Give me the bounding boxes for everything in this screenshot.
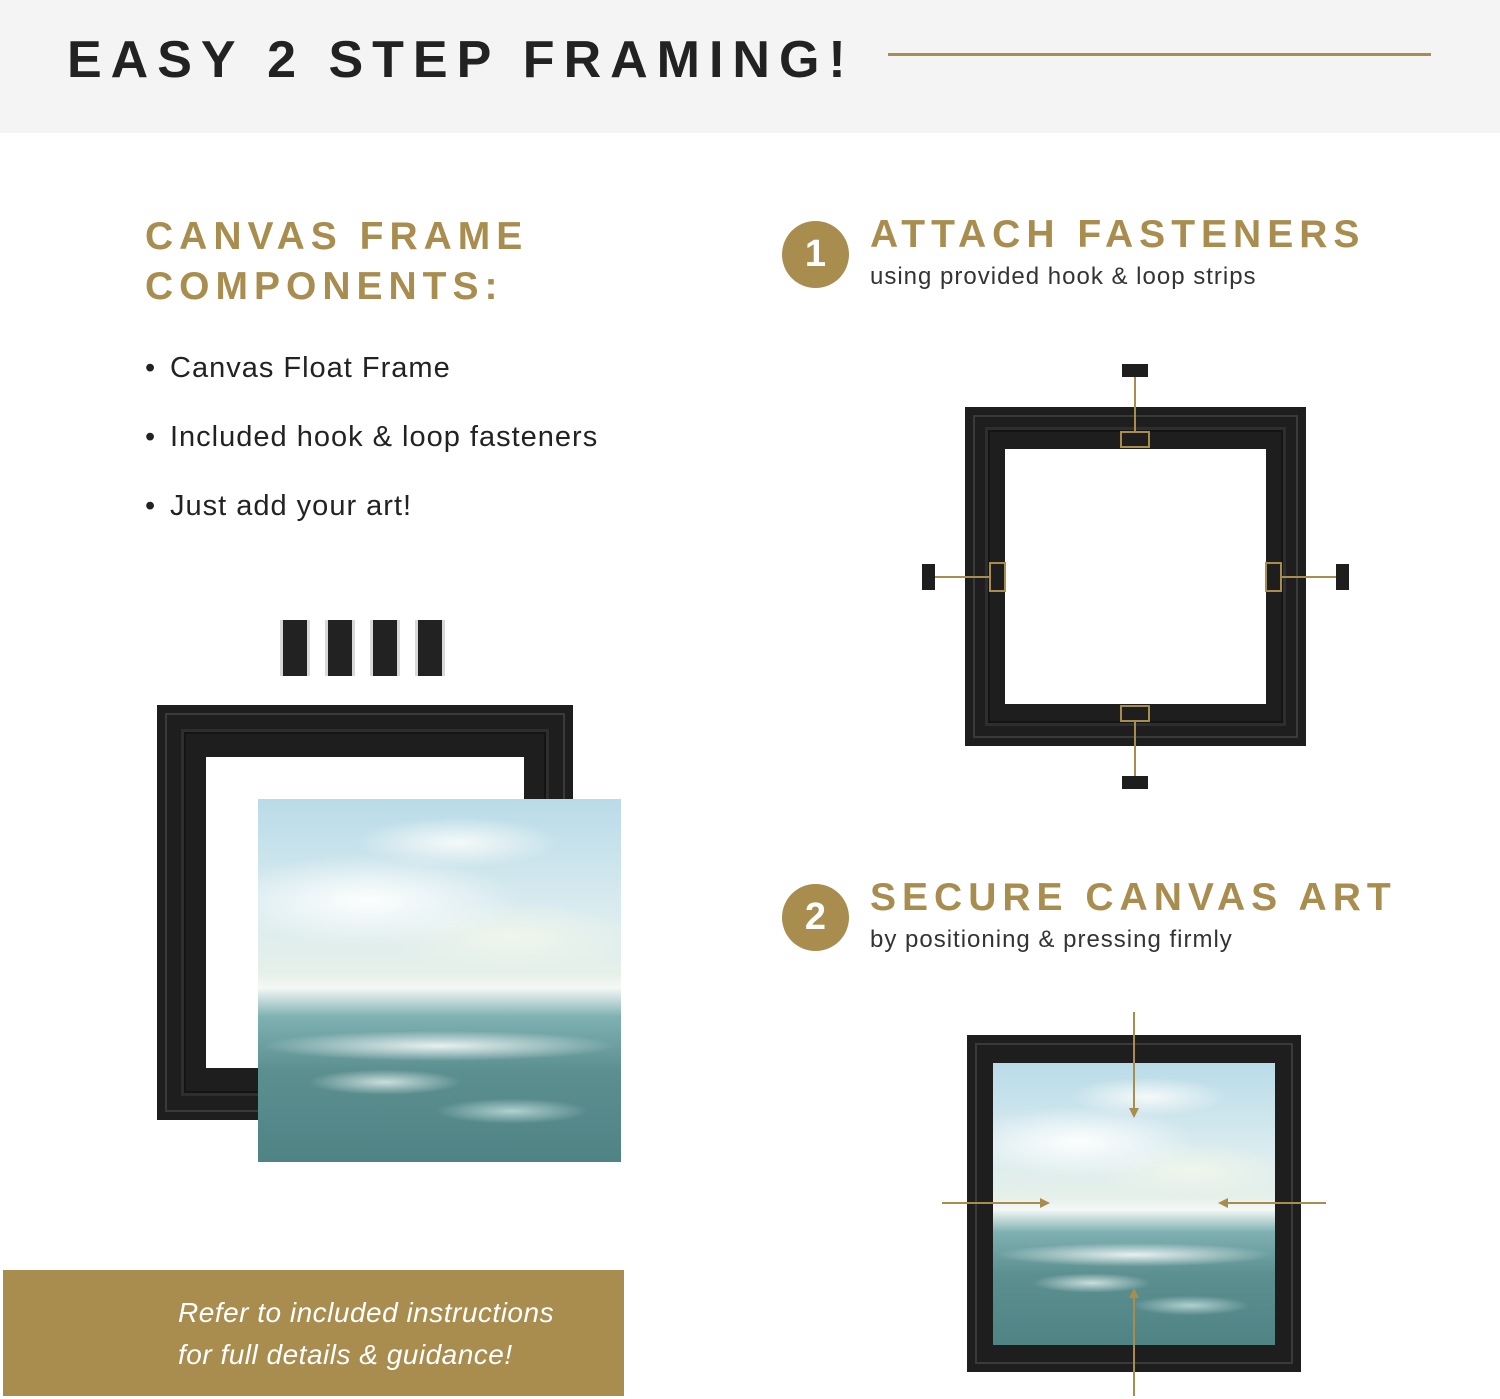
step-1-subtitle: using provided hook & loop strips — [870, 263, 1257, 290]
banner-line2: for full details & guidance! — [178, 1339, 513, 1370]
step-2-subtitle: by positioning & pressing firmly — [870, 926, 1233, 953]
bullet-icon: • — [145, 490, 157, 522]
banner-text — [178, 1292, 554, 1376]
components-heading-line2: COMPONENTS: — [145, 265, 504, 308]
list-item-label: Included hook & loop fasteners — [170, 421, 599, 453]
bullet-icon: • — [145, 421, 157, 453]
instructions-banner — [3, 1270, 624, 1396]
components-heading-line1: CANVAS FRAME — [145, 215, 529, 258]
step-1-badge: 1 — [782, 221, 849, 288]
bullet-icon: • — [145, 352, 157, 384]
step-2-title: SECURE CANVAS ART — [870, 876, 1397, 919]
banner-line1: Refer to included instructions — [178, 1297, 555, 1328]
list-item-label: Canvas Float Frame — [170, 352, 451, 384]
list-item-label: Just add your art! — [170, 490, 413, 522]
step-2-badge: 2 — [782, 884, 849, 951]
page-title: EASY 2 STEP FRAMING! — [67, 31, 855, 89]
step-1-title: ATTACH FASTENERS — [870, 213, 1366, 256]
